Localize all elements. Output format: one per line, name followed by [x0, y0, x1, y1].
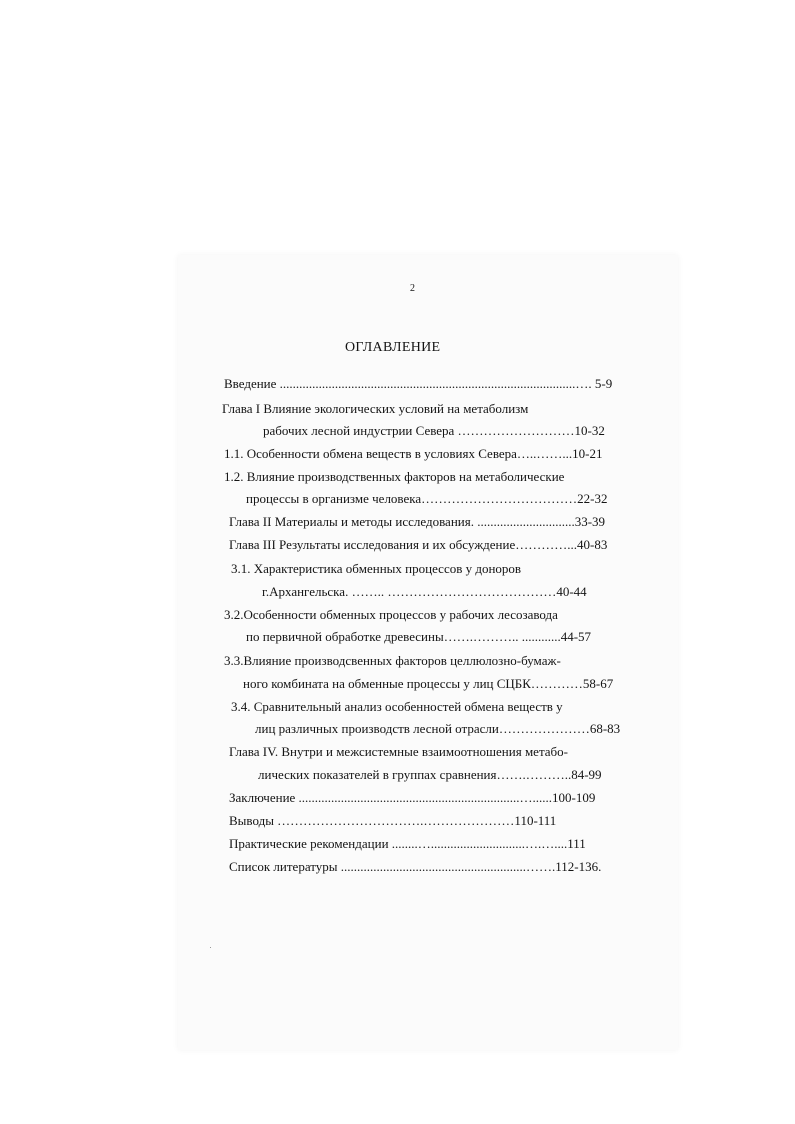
toc-entry-section-1-1: 1.1. Особенности обмена веществ в условиях Севера…..……...10-21	[224, 446, 603, 461]
toc-entry-section-3-1: 3.1. Характеристика обменных процессов у доноров	[231, 561, 522, 576]
toc-entry-chapter-2: Глава II Материалы и методы исследования. ..............................33-39	[229, 514, 606, 529]
toc-entry-chapter-3: Глава III Результаты исследования и их обсуждение…………...40-83	[229, 537, 608, 552]
toc-entry-chapter-1: Глава I Влияние экологических условий на метаболизм	[222, 401, 529, 416]
toc-entry-chapter-1-cont: рабочих лесной индустрии Севера ………………………10-32	[263, 423, 605, 438]
scan-speck	[210, 947, 211, 948]
toc-entry-section-1-2: 1.2. Влияние производственных факторов на метаболические	[224, 469, 565, 484]
toc-entry-section-3-3: 3.3.Влияние производсвенных факторов целлюлозно-бумаж-	[224, 653, 561, 668]
toc-entry-section-3-4-cont: лиц различных производств лесной отрасли…………………68-83	[255, 721, 621, 736]
toc-entry-chapter-4-cont: лических показателей в группах сравнения…….………..84-99	[258, 767, 602, 782]
toc-entry-references: Список литературы .........................................................…….112-136.	[229, 859, 602, 874]
toc-entry-section-3-3-cont: ного комбината на обменные процессы у лиц СЦБК…………58-67	[243, 676, 614, 691]
toc-entry-section-3-2-cont: по первичной обработке древесины…….……….. ............44-57	[246, 629, 592, 644]
toc-entry-recommendations: Практические рекомендации ........….............................….…....111	[229, 836, 586, 851]
toc-entry-section-3-4: 3.4. Сравнительный анализ особенностей обмена веществ у	[231, 699, 563, 714]
toc-entry-introduction: Введение ...........................................................................................…. 5-9	[224, 376, 613, 391]
toc-entry-findings: Выводы …………………………….…………………110-111	[229, 813, 557, 828]
toc-entry-conclusion: Заключение ....................................................................…......100-109	[229, 790, 596, 805]
page-title: ОГЛАВЛЕНИЕ	[345, 340, 441, 355]
toc-entry-section-1-2-cont: процессы в организме человека………………………………22-32	[246, 491, 608, 506]
toc-entry-chapter-4: Глава IV. Внутри и межсистемные взаимоотношения метабо-	[229, 744, 569, 759]
toc-entry-section-3-1-cont: г.Архангельска. …….. …………………………………40-44	[262, 584, 587, 599]
toc-entry-section-3-2: 3.2.Особенности обменных процессов у рабочих лесозавода	[224, 607, 558, 622]
page-number: 2	[410, 283, 415, 294]
